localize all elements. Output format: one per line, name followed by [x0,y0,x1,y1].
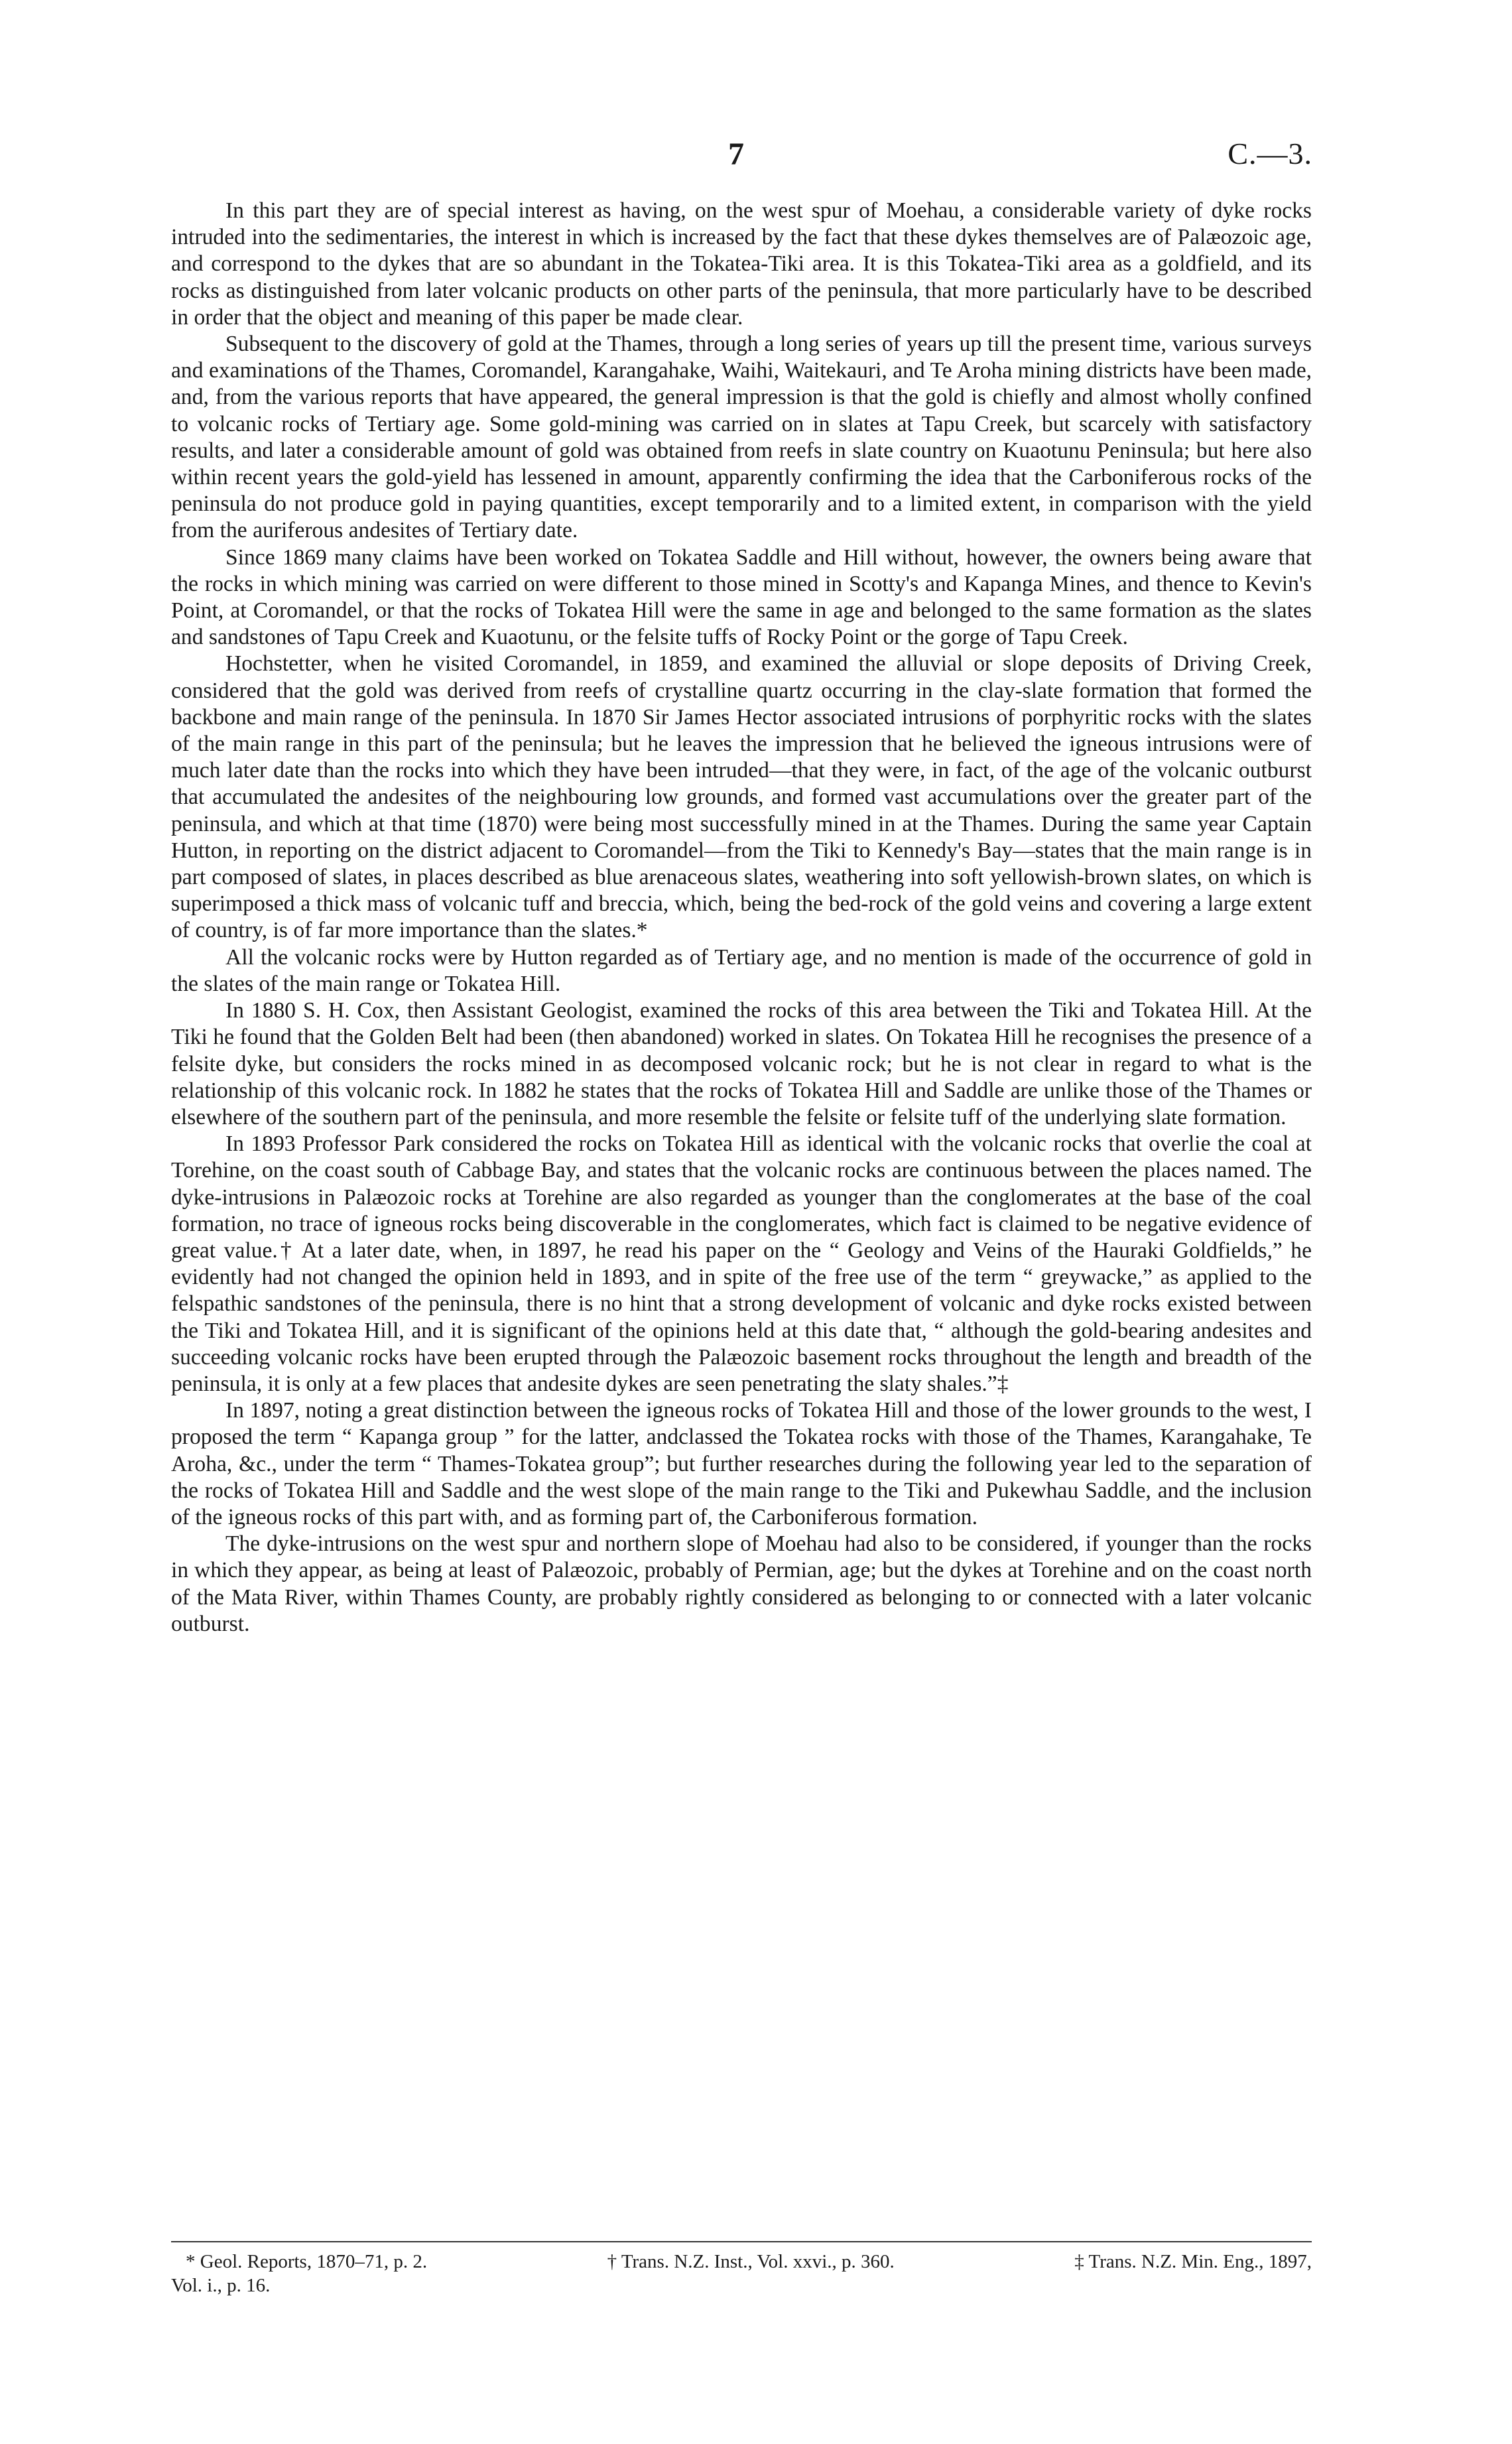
page-number: 7 [728,137,744,172]
sheet-id: C.—3. [1228,137,1312,170]
paragraph: The dyke-intrusions on the west spur and northern slope of Moehau had also to be considered, if younger than the rocks in which they appear, as being at least of Palæozoic, probably of Permian, age; but the dykes at Torehine and on the coast north of the Mata River, within Thames County, are probably rightly considered as belonging to or connected with a later volcanic outburst. [171,1531,1312,1636]
paragraph: Hochstetter, when he visited Coromandel, in 1859, and examined the alluvial or slope deposits of Driving Creek, considered that the gold was derived from reefs of crystalline quartz occurring in the clay-slate formation that formed the backbone and main range of the peninsula. In 1870 Sir James Hector associated intrusions of porphyritic rocks with the slates of the main range in this part of the peninsula; but he leaves the impression that he believed the igneous intrusions were of much later date than the rocks into which they have been intruded—that they were, in fact, of the age of the volcanic outburst that accumulated the andesites of the neighbouring low grounds, and formed vast accumulations over the greater part of the peninsula, and which at that time (1870) were being most successfully mined in at the Thames. During the same year Captain Hutton, in reporting on the district adjacent to Coromandel—from the Tiki to Kennedy's Bay—states that the main range is in part composed of slates, in places described as blue arenaceous slates, weathering into soft yellowish-brown slates, on which is superimposed a thick mass of volcanic tuff and breccia, which, being the bed-rock of the gold veins and covering a large extent of country, is of far more importance than the slates.* [171,651,1312,943]
footnote-2: † Trans. N.Z. Inst., Vol. xxvi., p. 360. [607,2251,895,2272]
paragraph: In this part they are of special interest as having, on the west spur of Moehau, a considerable variety of dyke rocks intruded into the sedimentaries, the interest in which is increased by the fact that these dykes themselves are of Palæozoic age, and correspond to the dykes that are so abundant in the Tokatea-Tiki area. It is this Tokatea-Tiki area as a goldfield, and its rocks as distinguished from later volcanic products on other parts of the peninsula, that more particularly have to be described in order that the object and meaning of this paper be made clear. [171,198,1312,330]
paragraph: In 1880 S. H. Cox, then Assistant Geologist, examined the rocks of this area between the Tiki and Tokatea Hill. At the Tiki he found that the Golden Belt had been (then abandoned) worked in slates. On Tokatea Hill he recognises the presence of a felsite dyke, but considers the rocks mined in as decomposed volcanic rock; but he is not clear in regard to what is the relationship of this volcanic rock. In 1882 he states that the rocks of Tokatea Hill and Saddle are unlike those of the Thames or elsewhere of the southern part of the peninsula, and more resemble the felsite or felsite tuff of the underlying slate formation. [171,998,1312,1129]
paragraph: Subsequent to the discovery of gold at the Thames, through a long series of years up till the present time, various surveys and examinations of the Thames, Coromandel, Karangahake, Waihi, Waitekauri, and Te Aroha mining districts have been made, and, from the various reports that have appeared, the general impression is that the gold is chiefly and almost wholly confined to volcanic rocks of Tertiary age. Some gold-mining was carried on in slates at Tapu Creek, but scarcely with satisfactory results, and later a considerable amount of gold was obtained from reefs in slate country on Kuaotunu Peninsula; but here also within recent years the gold-yield has lessened in amount, apparently confirming the idea that the Carboniferous rocks of the peninsula do not produce gold in paying quantities, except temporarily and to a limited extent, in comparison with the yield from the auriferous andesites of Tertiary date. [171,332,1312,543]
paragraph: Since 1869 many claims have been worked on Tokatea Saddle and Hill without, however, the owners being aware that the rocks in which mining was carried on were different to those mined in Scotty's and Kapanga Mines, and thence to Kevin's Point, at Coromandel, or that the rocks of Tokatea Hill were the same in age and belonged to the same formation as the slates and sandstones of Tapu Creek and Kuaotunu, or the felsite tuffs of Rocky Point or the gorge of Tapu Creek. [171,545,1312,650]
body-text [171,198,1312,1638]
footnote-1-continuation: Vol. i., p. 16. [171,2275,271,2296]
paragraph: All the volcanic rocks were by Hutton regarded as of Tertiary age, and no mention is made of the occurrence of gold in the slates of the main range or Tokatea Hill. [171,944,1312,996]
page-header [0,136,1512,182]
footnotes [171,2250,1312,2297]
paragraph: In 1897, noting a great distinction between the igneous rocks of Tokatea Hill and those of the lower grounds to the west, I proposed the term “ Kapanga group ” for the latter, andclassed the Tokatea rocks with those of the Thames, Karangahake, Te Aroha, &c., under the term “ Thames-Tokatea group”; but further researches during the following year led to the separation of the rocks of Tokatea Hill and Saddle and the west slope of the main range to the Tiki and Pukewhau Saddle, and the inclusion of the igneous rocks of this part with, and as forming part of, the Carboniferous formation. [171,1398,1312,1529]
footnote-1: * Geol. Reports, 1870–71, p. 2. [186,2251,428,2272]
footnote-3: ‡ Trans. N.Z. Min. Eng., 1897, [1074,2251,1312,2272]
footnote-row [171,2250,1312,2274]
paragraph: In 1893 Professor Park considered the rocks on Tokatea Hill as identical with the volcanic rocks that overlie the coal at Torehine, on the coast south of Cabbage Bay, and states that the volcanic rocks are continuous between the places named. The dyke-intrusions in Palæozoic rocks at Torehine are also regarded as younger than the conglomerates at the base of the coal formation, no trace of igneous rocks being discoverable in the conglomerates, which fact is claimed to be negative evidence of great value.† At a later date, when, in 1897, he read his paper on the “ Geology and Veins of the Hauraki Goldfields,” he evidently had not changed the opinion held in 1893, and in spite of the free use of the term “ greywacke,” as applied to the felspathic sandstones of the peninsula, there is no hint that a strong development of volcanic and dyke rocks existed between the Tiki and Tokatea Hill, and it is significant of the opinions held at this date that, “ although the gold-bearing andesites and succeeding volcanic rocks have been erupted through the Palæozoic basement rocks throughout the length and breadth of the peninsula, it is only at a few places that andesite dykes are seen penetrating the slaty shales.”‡ [171,1131,1312,1396]
footnote-divider [171,2241,1312,2242]
